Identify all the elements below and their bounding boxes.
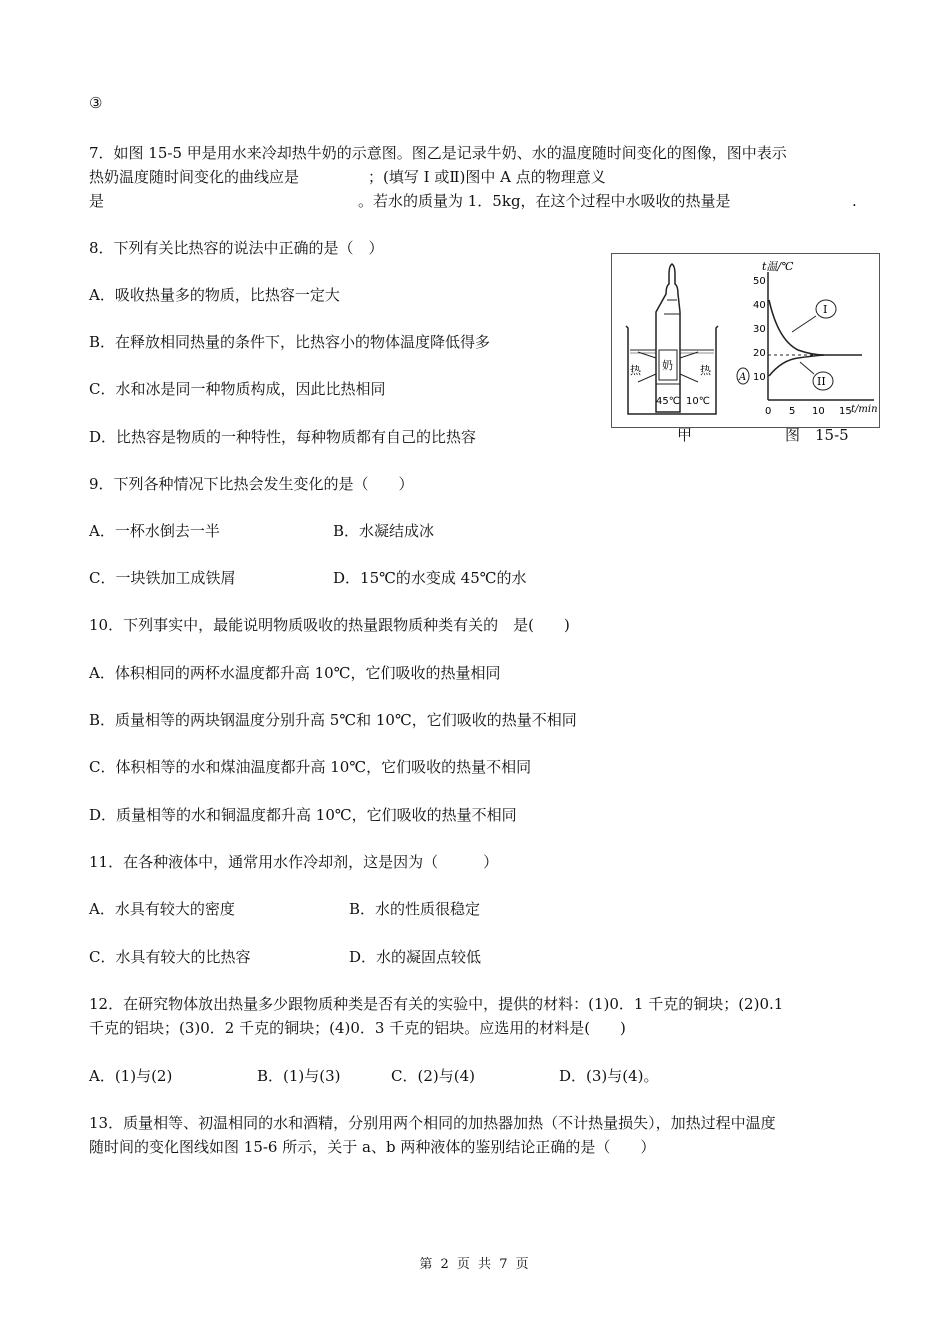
heat-arrow-right-bottom: [680, 374, 698, 382]
q7-line-3a: 是: [89, 192, 105, 210]
heat-label-left: 热: [630, 364, 641, 377]
q10-option-b: B．质量相等的两块钢温度分别升高 5℃和 10℃，它们吸收的热量不相同: [89, 711, 577, 729]
y-tick-10: 10: [753, 372, 766, 383]
milk-temperature: 45℃: [656, 396, 680, 407]
water-temperature: 10℃: [686, 396, 710, 407]
figure-drawing: [612, 254, 881, 429]
q10-stem: 10．下列事实中，最能说明物质吸收的热量跟物质种类有关的 是( ): [89, 616, 570, 634]
y-tick-20: 20: [753, 348, 766, 359]
curve-ii: [769, 355, 824, 376]
q7-line-3b: 。若水的质量为 1．5kg，在这个过程中水吸收的热量是: [358, 192, 731, 210]
milk-bottle: [656, 264, 680, 412]
q8-stem: 8．下列有关比热容的说法中正确的是（ ）: [89, 239, 384, 257]
heat-label-right: 热: [700, 364, 711, 377]
q9-option-c: C．一块铁加工成铁屑: [89, 569, 236, 587]
point-a-label: A: [739, 372, 747, 383]
curve-ii-leader: [800, 362, 814, 374]
option-marker: ③: [89, 94, 103, 112]
curve-i-label: I: [823, 303, 828, 316]
q9-option-b: B．水凝结成冰: [333, 522, 435, 540]
x-axis-label: t/min: [851, 404, 878, 415]
q13-line-1: 13．质量相等、初温相同的水和酒精，分别用两个相同的加热器加热（不计热量损失），加热过程中温度: [89, 1114, 776, 1132]
x-tick-10: 10: [812, 406, 825, 417]
figure-15-5: [611, 253, 880, 428]
page-footer: 第 2 页 共 7 页: [419, 1257, 531, 1272]
figure-caption-right: 图 15-5: [785, 426, 849, 444]
q8-option-c: C．水和冰是同一种物质构成，因此比热相同: [89, 380, 386, 398]
y-axis-label: t温/℃: [762, 260, 794, 273]
q12-option-d: D．(3)与(4)。: [559, 1067, 659, 1085]
q12-option-b: B．(1)与(3): [257, 1067, 341, 1085]
q11-option-c: C．水具有较大的比热容: [89, 948, 251, 966]
y-tick-50: 50: [753, 276, 766, 287]
q12-option-c: C．(2)与(4): [391, 1067, 475, 1085]
q10-option-d: D．质量相等的水和铜温度都升高 10℃，它们吸收的热量不相同: [89, 806, 517, 824]
x-tick-5: 5: [789, 406, 796, 417]
q9-option-d: D．15℃的水变成 45℃的水: [333, 569, 527, 587]
q11-option-a: A．水具有较大的密度: [89, 900, 235, 918]
figure-caption-left: 甲: [677, 426, 693, 444]
q7-line-2a: 热奶温度随时间变化的曲线应是: [89, 168, 300, 186]
q12-line-1: 12．在研究物体放出热量多少跟物质种类是否有关的实验中，提供的材料：(1)0．1 千克的铜块；(2)0.1: [89, 995, 784, 1013]
curve-i-leader: [792, 316, 816, 332]
q10-option-a: A．体积相同的两杯水温度都升高 10℃，它们吸收的热量相同: [89, 664, 501, 682]
q8-option-b: B．在释放相同热量的条件下，比热容小的物体温度降低得多: [89, 333, 491, 351]
q7-line-2b: ；(填写 I 或Ⅱ)图中 A 点的物理意义: [368, 168, 606, 186]
q11-option-b: B．水的性质很稳定: [349, 900, 481, 918]
q8-option-a: A．吸收热量多的物质，比热容一定大: [89, 286, 340, 304]
q7-line-3c: .: [852, 192, 857, 210]
q7-line-1: 7．如图 15-5 甲是用水来冷却热牛奶的示意图。图乙是记录牛奶、水的温度随时间变化的图像，图中表示: [89, 144, 787, 162]
curve-i: [769, 300, 862, 355]
q9-option-a: A．一杯水倒去一半: [89, 522, 220, 540]
milk-label: 奶: [662, 359, 673, 372]
q8-option-d: D．比热容是物质的一种特性，每种物质都有自己的比热容: [89, 428, 477, 446]
x-tick-0: 0: [765, 406, 772, 417]
x-tick-15: 15: [839, 406, 852, 417]
y-tick-30: 30: [753, 324, 766, 335]
curve-ii-label: II: [817, 375, 826, 388]
q10-option-c: C．体积相等的水和煤油温度都升高 10℃，它们吸收的热量不相同: [89, 758, 532, 776]
q13-line-2: 随时间的变化图线如图 15-6 所示，关于 a、b 两种液体的鉴别结论正确的是（ ）: [89, 1138, 656, 1156]
y-tick-40: 40: [753, 300, 766, 311]
q9-stem: 9．下列各种情况下比热会发生变化的是（ ）: [89, 475, 414, 493]
q12-line-2: 千克的铝块；(3)0．2 千克的铜块；(4)0．3 千克的铝块。应选用的材料是( ): [89, 1019, 626, 1037]
q11-stem: 11．在各种液体中，通常用水作冷却剂，这是因为（ ）: [89, 853, 499, 871]
q11-option-d: D．水的凝固点较低: [349, 948, 482, 966]
q12-option-a: A．(1)与(2): [89, 1067, 173, 1085]
